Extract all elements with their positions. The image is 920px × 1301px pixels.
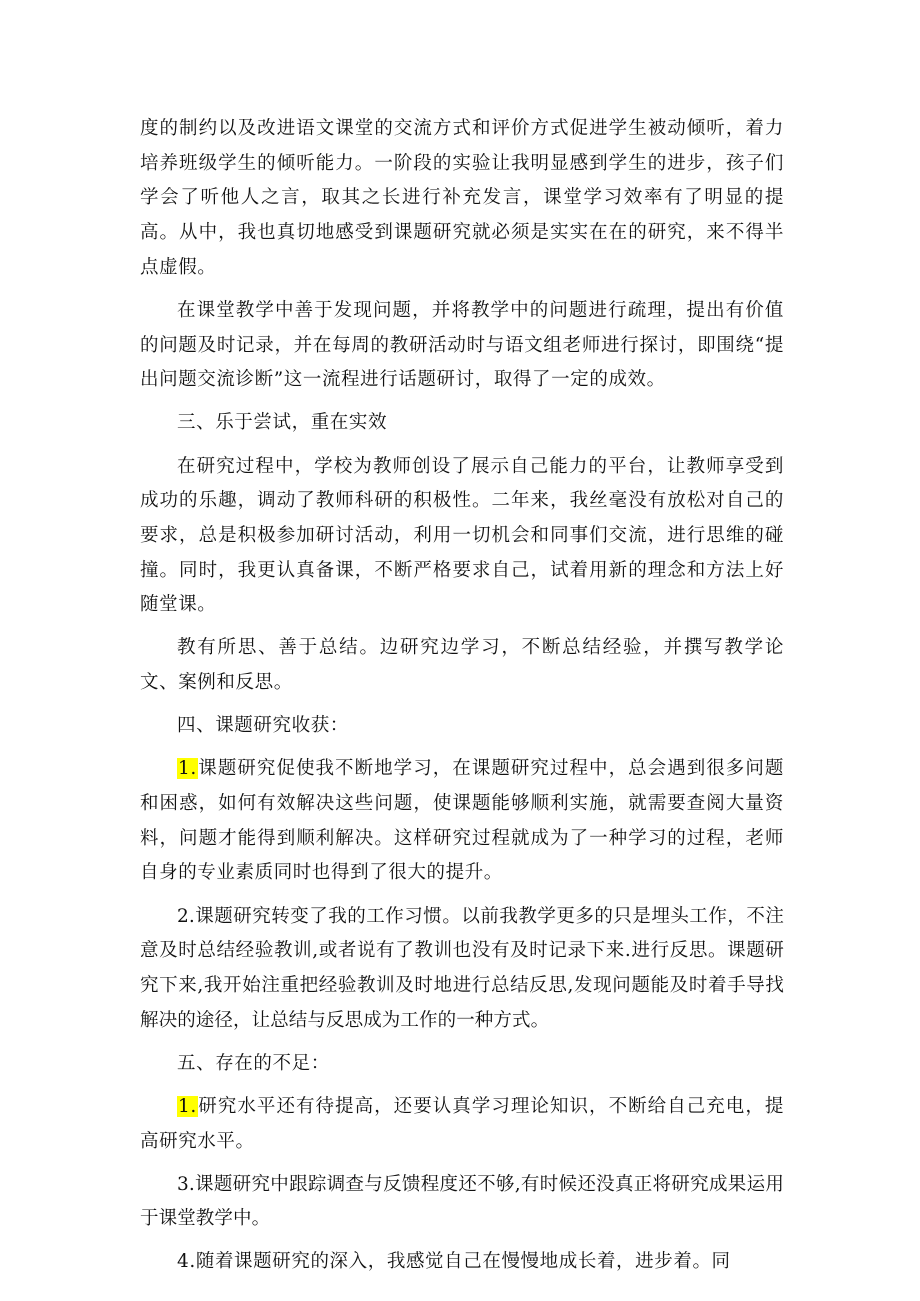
list-item-shortcoming-3 — [140, 1168, 784, 1237]
paragraph-5: 教有所思、善于总结。边研究边学习，不断总结经验，并撰写教学论文、案例和反思。 — [140, 637, 784, 694]
paragraph-1: 度的制约以及改进语文课堂的交流方式和评价方式促进学生被动倾听，着力培养班级学生的倾听能力。一阶段的实验让我明显感到学生的进步，孩子们学会了听他人之言，取其之长进行补充发言，课堂学习效率有了明显的提高。从中，我也真切地感受到课题研究就必须是实实在在的研究，来不得半点虚假。 — [140, 118, 784, 278]
list-item-marker: 3 — [177, 1173, 189, 1195]
section-heading-3: 三、乐于尝试，重在实效 — [177, 412, 388, 434]
section-heading-5: 五、存在的不足： — [177, 1052, 330, 1074]
list-item-text: 课题研究促使我不断地学习，在课题研究过程中，总会遇到很多问题和困惑，如何有效解决这些问题，使课题能够顺利实施，就需要查阅大量资料，问题才能得到顺利解决。这样研究过程就成为了一种学习的过程，老师自身的专业素质同时也得到了很大的提升。 — [140, 758, 784, 884]
list-item-harvest-1 — [140, 752, 784, 891]
section-heading-4: 四、课题研究收获： — [177, 715, 349, 737]
list-item-text: .课题研究中跟踪调查与反馈程度还不够,有时候还没真正将研究成果运用于课堂教学中。 — [140, 1173, 784, 1230]
list-item-text: 研究水平还有待提高，还要认真学习理论知识，不断给自己充电，提高研究水平。 — [140, 1095, 784, 1152]
list-item-shortcoming-1 — [140, 1090, 784, 1159]
list-item-text: .课题研究转变了我的工作习惯。以前我教学更多的只是埋头工作，不注意及时总结经验教训,或者说有了教训也没有及时记录下来.进行反思。课题研究下来,我开始注重把经验教训及时地进行总结反思,发现问题能及时着手导找解决的途径，让总结与反思成为工作的一种方式。 — [140, 905, 784, 1031]
paragraph-2: 在课堂教学中善于发现问题，并将教学中的问题进行疏理，提出有价值的问题及时记录，并在每周的教研活动时与语文组老师进行探讨，即围绕“提出问题交流诊断”这一流程进行话题研讨，取得了一定的成效。 — [140, 299, 784, 391]
list-item-shortcoming-4 — [140, 1245, 784, 1280]
list-item-text: .随着课题研究的深入，我感觉自己在慢慢地成长着，进步着。同 — [189, 1251, 731, 1273]
paragraph-4: 在研究过程中，学校为教师创设了展示自己能力的平台，让教师享受到成功的乐趣，调动了教师科研的积极性。二年来，我丝毫没有放松对自己的要求，总是积极参加研讨活动，利用一切机会和同事们交流，进行思维的碰撞。同时，我更认真备课，不断严格要求自己，试着用新的理念和方法上好随堂课。 — [140, 455, 784, 616]
document-page — [140, 112, 784, 1288]
list-item-marker: 4 — [177, 1251, 190, 1273]
list-item-marker: 2 — [177, 905, 189, 927]
list-item-harvest-2 — [140, 900, 784, 1039]
highlight-marker: 1. — [178, 758, 197, 780]
highlight-marker: 1. — [178, 1095, 197, 1117]
